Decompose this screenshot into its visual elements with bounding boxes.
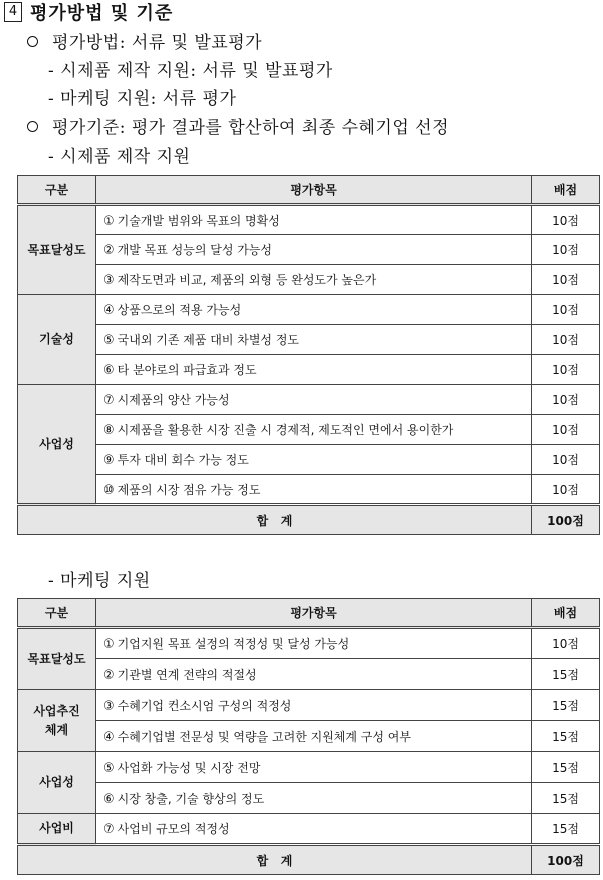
score-cell: 10점: [532, 385, 600, 415]
criteria-line: [27, 113, 449, 138]
table-row: [18, 659, 600, 690]
item-number: ⑩: [103, 482, 115, 498]
category-cell: 사업비: [18, 814, 96, 845]
section-heading: [4, 0, 173, 24]
header-score: 배점: [532, 176, 600, 205]
item-cell: [96, 265, 532, 295]
item-number: ⑤: [103, 333, 115, 348]
item-text: 투자 대비 회수 가능 정도: [117, 453, 249, 467]
circle-bullet-icon: [27, 121, 38, 132]
table-row: [18, 355, 600, 385]
item-number: ①: [103, 213, 115, 229]
category-cell: 사업성: [18, 385, 96, 505]
table-row: [18, 205, 600, 235]
table-row: [18, 783, 600, 814]
item-number: ④: [103, 729, 115, 745]
item-cell: [96, 690, 532, 721]
table-row: [18, 752, 600, 783]
score-cell: 10점: [532, 415, 600, 445]
score-cell: 15점: [532, 752, 600, 783]
item-number: ⑧: [103, 423, 115, 438]
item-text: 타 분야로의 파급효과 정도: [117, 363, 257, 377]
marketing-subtitle: - 마케팅 지원: [48, 571, 151, 591]
category-cell: 기술성: [18, 295, 96, 385]
score-cell: 10점: [532, 265, 600, 295]
item-cell: [96, 325, 532, 355]
item-text: 제작도면과 비교, 제품의 외형 등 완성도가 높은가: [117, 273, 377, 287]
header-score: 배점: [532, 599, 600, 628]
item-text: 사업비 규모의 적정성: [117, 822, 230, 836]
item-text: 국내외 기존 제품 대비 차별성 정도: [117, 333, 300, 347]
header-item: 평가항목: [96, 599, 532, 628]
circle-bullet-icon: [27, 36, 38, 47]
item-cell: [96, 355, 532, 385]
score-cell: 15점: [532, 659, 600, 690]
category-cell: 목표달성도: [18, 628, 96, 690]
table-row: [18, 325, 600, 355]
item-number: ③: [103, 698, 115, 714]
item-cell: [96, 445, 532, 475]
method-item-1: - 시제품 제작 지원: 서류 및 발표평가: [48, 61, 333, 81]
item-cell: [96, 235, 532, 265]
table-row: [18, 445, 600, 475]
item-number: ①: [103, 637, 115, 652]
score-cell: 10점: [532, 445, 600, 475]
item-text: 사업화 가능성 및 시장 전망: [117, 760, 261, 775]
table-row: [18, 475, 600, 505]
item-cell: [96, 475, 532, 505]
total-label: 합 계: [18, 505, 532, 535]
score-cell: 10점: [532, 295, 600, 325]
item-number: ③: [103, 273, 115, 288]
item-text: 제품의 시장 점유 가능 정도: [117, 482, 261, 497]
table-row: [18, 295, 600, 325]
marketing-eval-table: [17, 598, 600, 875]
score-cell: 10점: [532, 325, 600, 355]
item-number: ②: [103, 243, 115, 258]
section-number-box: 4: [4, 2, 22, 22]
item-cell: [96, 659, 532, 690]
item-number: ⑨: [103, 453, 115, 468]
item-number: ⑤: [103, 760, 115, 776]
criteria-label: 평가기준: 평가 결과를 합산하여 최종 수혜기업 선정: [52, 118, 450, 138]
method-label: 평가방법: 서류 및 발표평가: [52, 33, 263, 53]
item-cell: [96, 814, 532, 845]
item-text: 상품으로의 적용 가능성: [117, 303, 242, 317]
header-category: 구분: [18, 176, 96, 205]
item-cell: [96, 415, 532, 445]
item-number: ⑥: [103, 791, 115, 807]
header-category: 구분: [18, 599, 96, 628]
item-text: 개발 목표 성능의 달성 가능성: [117, 243, 273, 257]
score-cell: 10점: [532, 235, 600, 265]
table-row: [18, 690, 600, 721]
total-label: 합 계: [18, 845, 532, 875]
total-score: 100점: [532, 505, 600, 535]
section-title: 평가방법 및 기준: [30, 3, 174, 24]
score-cell: 10점: [532, 205, 600, 235]
score-cell: 15점: [532, 721, 600, 752]
table-row: [18, 265, 600, 295]
item-number: ⑥: [103, 363, 115, 378]
item-text: 기관별 연계 전략의 적절성: [117, 667, 257, 682]
item-cell: [96, 385, 532, 415]
item-cell: [96, 752, 532, 783]
category-cell: 목표달성도: [18, 205, 96, 295]
score-cell: 15점: [532, 783, 600, 814]
item-text: 시장 창출, 기술 향상의 정도: [117, 791, 265, 806]
item-cell: [96, 628, 532, 659]
method-item-2: - 마케팅 지원: 서류 평가: [48, 89, 237, 109]
category-cell: 사업성: [18, 752, 96, 814]
item-number: ④: [103, 303, 115, 318]
header-item: 평가항목: [96, 176, 532, 205]
item-number: ②: [103, 667, 115, 683]
item-number: ⑦: [103, 822, 115, 837]
item-text: 기업지원 목표 설정의 적정성 및 달성 가능성: [117, 637, 350, 651]
item-cell: [96, 721, 532, 752]
category-cell: 사업추진 체계: [18, 690, 96, 752]
item-number: ⑦: [103, 393, 115, 408]
table-row: [18, 814, 600, 845]
score-cell: 10점: [532, 355, 600, 385]
table-row: [18, 721, 600, 752]
score-cell: 15점: [532, 814, 600, 845]
item-text: 기술개발 범위와 목표의 명확성: [117, 213, 280, 228]
table-row: [18, 235, 600, 265]
table-row: [18, 415, 600, 445]
item-cell: [96, 205, 532, 235]
item-cell: [96, 295, 532, 325]
total-score: 100점: [532, 845, 600, 875]
item-text: 시제품의 양산 가능성: [117, 393, 230, 407]
method-line: [27, 28, 262, 53]
prototype-eval-table: [17, 175, 600, 535]
score-cell: 10점: [532, 475, 600, 505]
item-cell: [96, 783, 532, 814]
score-cell: 10점: [532, 628, 600, 659]
table-row: [18, 385, 600, 415]
item-text: 수혜기업 컨소시엄 구성의 적정성: [117, 698, 292, 713]
item-text: 수혜기업별 전문성 및 역량을 고려한 지원체계 구성 여부: [117, 729, 411, 744]
table-row: [18, 628, 600, 659]
prototype-subtitle: - 시제품 제작 지원: [48, 147, 191, 167]
score-cell: 15점: [532, 690, 600, 721]
item-text: 시제품을 활용한 시장 진출 시 경제적, 제도적인 면에서 용이한가: [117, 423, 454, 437]
